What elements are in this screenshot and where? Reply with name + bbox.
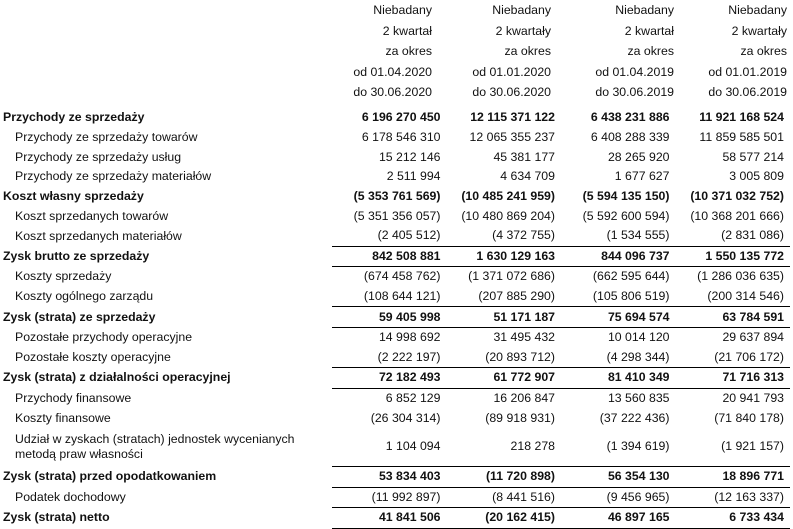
header-quarter: 2 kwartały bbox=[495, 23, 551, 38]
row-label: Przychody ze sprzedaży usług bbox=[15, 149, 182, 164]
table-row bbox=[0, 128, 790, 148]
row-label: Przychody finansowe bbox=[15, 390, 132, 405]
row-label: Przychody ze sprzedaży bbox=[3, 109, 145, 124]
cell-value: (10 485 241 959) bbox=[461, 189, 555, 204]
table-row bbox=[0, 508, 790, 529]
header-period-to: do 30.06.2019 bbox=[708, 85, 787, 99]
header-period-to: do 30.06.2020 bbox=[353, 85, 432, 99]
header-period-to: do 30.06.2019 bbox=[595, 85, 674, 99]
cell-value: (20 162 415) bbox=[447, 508, 562, 529]
cell-value: 63 784 591 bbox=[676, 307, 791, 328]
cell-value: (11 720 898) bbox=[447, 466, 562, 487]
cell-value: (1 534 555) bbox=[561, 226, 676, 246]
cell-value: (10 480 869 204) bbox=[461, 208, 555, 223]
table-row bbox=[0, 388, 790, 408]
cell-value: (12 163 337) bbox=[676, 487, 791, 508]
header-period-from: od 01.01.2019 bbox=[708, 64, 787, 79]
header-quarter: 2 kwartał bbox=[624, 23, 674, 38]
cell-value: 10 014 120 bbox=[607, 330, 670, 345]
table-row bbox=[0, 307, 790, 328]
cell-value: (20 893 712) bbox=[447, 348, 562, 368]
cell-value: 1 677 627 bbox=[614, 169, 670, 184]
cell-value: 844 096 737 bbox=[561, 246, 676, 267]
cell-value: 6 852 129 bbox=[385, 391, 441, 406]
cell-value: 14 998 692 bbox=[378, 330, 441, 345]
cell-value: 6 733 434 bbox=[676, 508, 791, 529]
cell-value: 4 634 709 bbox=[500, 169, 555, 184]
row-label: Zysk (strata) ze sprzedaży bbox=[3, 309, 156, 324]
table-row bbox=[0, 408, 790, 428]
row-label: Podatek dochodowy bbox=[15, 489, 126, 504]
row-label: Udział w zyskach (stratach) jednostek wycenianych metodą praw własności bbox=[15, 432, 295, 462]
row-label: Pozostałe przychody operacyjne bbox=[15, 329, 193, 344]
header-audit-status: Niebadany bbox=[373, 3, 432, 17]
cell-value: (5 351 356 057) bbox=[353, 208, 441, 223]
cell-value: (1 394 619) bbox=[561, 428, 676, 467]
cell-value: (108 644 121) bbox=[332, 287, 447, 307]
cell-value: 41 841 506 bbox=[332, 508, 447, 529]
table-row bbox=[0, 246, 790, 267]
table-row bbox=[0, 428, 790, 467]
cell-value: 45 381 177 bbox=[493, 149, 555, 164]
column-header-q2-2019 bbox=[556, 0, 674, 103]
cell-value: 28 265 920 bbox=[607, 149, 670, 164]
column-header-h1-2020 bbox=[433, 0, 551, 103]
row-label: Przychody ze sprzedaży towarów bbox=[15, 130, 198, 145]
cell-value: 11 921 168 524 bbox=[699, 109, 784, 124]
row-label: Koszt własny sprzedaży bbox=[3, 189, 144, 204]
cell-value: 842 508 881 bbox=[332, 246, 447, 267]
cell-value: (207 885 290) bbox=[447, 287, 562, 307]
header-period-label: za okres bbox=[385, 44, 432, 58]
cell-value: (2 222 197) bbox=[332, 348, 447, 368]
table-row bbox=[0, 106, 790, 128]
cell-value: 1 630 129 163 bbox=[447, 246, 562, 267]
table-row bbox=[0, 487, 790, 508]
cell-value: (10 371 032 752) bbox=[690, 189, 784, 204]
cell-value: 12 065 355 237 bbox=[469, 130, 555, 145]
row-label: Zysk (strata) netto bbox=[3, 510, 110, 525]
header-period-label: za okres bbox=[627, 44, 674, 58]
row-label: Koszt sprzedanych towarów bbox=[15, 208, 169, 223]
header-period-from: od 01.04.2020 bbox=[353, 64, 432, 79]
column-header-q2-2020 bbox=[314, 0, 432, 103]
cell-value: 18 896 771 bbox=[676, 466, 791, 487]
table-row bbox=[0, 148, 790, 168]
income-statement-table bbox=[0, 106, 790, 529]
cell-value: 6 438 231 886 bbox=[590, 109, 670, 124]
cell-value: 6 178 546 310 bbox=[361, 130, 441, 145]
cell-value: (5 592 600 594) bbox=[582, 208, 670, 223]
table-row bbox=[0, 267, 790, 287]
table-row bbox=[0, 287, 790, 307]
header-audit-status: Niebadany bbox=[728, 3, 787, 17]
table-row bbox=[0, 206, 790, 226]
table-row bbox=[0, 327, 790, 347]
cell-value: 59 405 998 bbox=[332, 307, 447, 328]
cell-value: 72 182 493 bbox=[332, 368, 447, 389]
header-period-to: do 30.06.2020 bbox=[472, 85, 551, 99]
cell-value: (5 594 135 150) bbox=[582, 189, 670, 204]
cell-value: 6 196 270 450 bbox=[361, 109, 441, 124]
cell-value: (5 353 761 569) bbox=[353, 189, 441, 204]
table-row bbox=[0, 226, 790, 246]
cell-value: 3 005 809 bbox=[729, 169, 784, 184]
cell-value: (26 304 314) bbox=[370, 410, 441, 425]
cell-value: (89 918 931) bbox=[485, 410, 555, 425]
row-label: Pozostałe koszty operacyjne bbox=[15, 350, 171, 365]
cell-value: (4 298 344) bbox=[561, 348, 676, 368]
cell-value: (674 458 762) bbox=[363, 269, 441, 284]
header-period-from: od 01.04.2019 bbox=[595, 64, 674, 79]
cell-value: (105 806 519) bbox=[561, 287, 676, 307]
cell-value: 13 560 835 bbox=[607, 391, 670, 406]
cell-value: 51 171 187 bbox=[447, 307, 562, 328]
cell-value: (1 371 072 686) bbox=[468, 269, 555, 284]
cell-value: (21 706 172) bbox=[676, 348, 791, 368]
cell-value: 1 550 135 772 bbox=[676, 246, 791, 267]
row-label: Zysk (strata) z działalności operacyjnej bbox=[3, 370, 231, 385]
row-label: Koszty sprzedaży bbox=[15, 269, 112, 284]
cell-value: (1 286 036 635) bbox=[697, 269, 784, 284]
header-audit-status: Niebadany bbox=[615, 3, 674, 17]
cell-value: 29 637 894 bbox=[722, 330, 784, 345]
row-label: Przychody ze sprzedaży materiałów bbox=[15, 169, 212, 184]
cell-value: (662 595 644) bbox=[592, 269, 670, 284]
row-label: Zysk (strata) przed opodatkowaniem bbox=[3, 469, 217, 484]
header-period-from: od 01.01.2020 bbox=[472, 64, 551, 79]
row-label: Koszty ogólnego zarządu bbox=[15, 289, 154, 304]
cell-value: (11 992 897) bbox=[332, 487, 447, 508]
row-label: Zysk brutto ze sprzedaży bbox=[3, 248, 150, 263]
table-row bbox=[0, 348, 790, 368]
table-row bbox=[0, 167, 790, 187]
cell-value: 53 834 403 bbox=[332, 466, 447, 487]
row-label: Koszt sprzedanych materiałów bbox=[15, 228, 182, 243]
column-header-h1-2019 bbox=[669, 0, 787, 103]
cell-value: 20 941 793 bbox=[722, 391, 784, 406]
header-period-label: za okres bbox=[504, 44, 551, 58]
cell-value: 58 577 214 bbox=[722, 149, 784, 164]
cell-value: 46 897 165 bbox=[561, 508, 676, 529]
header-period-label: za okres bbox=[740, 44, 787, 58]
cell-value: 2 511 994 bbox=[386, 169, 441, 184]
cell-value: 81 410 349 bbox=[561, 368, 676, 389]
header-audit-status: Niebadany bbox=[492, 3, 551, 17]
table-row bbox=[0, 187, 790, 207]
table-row bbox=[0, 368, 790, 389]
cell-value: 31 495 432 bbox=[493, 330, 555, 345]
cell-value: (71 840 178) bbox=[714, 410, 784, 425]
cell-value: (4 372 755) bbox=[447, 226, 562, 246]
header-quarter: 2 kwartał bbox=[382, 23, 432, 38]
cell-value: 1 104 094 bbox=[332, 428, 447, 467]
row-label: Koszty finansowe bbox=[15, 410, 111, 425]
cell-value: 6 408 288 339 bbox=[590, 130, 670, 145]
cell-value: 71 716 313 bbox=[676, 368, 791, 389]
table-row bbox=[0, 466, 790, 487]
cell-value: 11 859 585 501 bbox=[699, 130, 784, 145]
cell-value: (10 368 201 666) bbox=[690, 208, 784, 223]
cell-value: 218 278 bbox=[447, 428, 562, 467]
cell-value: (2 831 086) bbox=[676, 226, 791, 246]
cell-value: (37 222 436) bbox=[599, 410, 670, 425]
cell-value: 61 772 907 bbox=[447, 368, 562, 389]
header-quarter: 2 kwartały bbox=[731, 23, 787, 38]
cell-value: (1 921 157) bbox=[676, 428, 791, 467]
cell-value: (200 314 546) bbox=[676, 287, 791, 307]
cell-value: 75 694 574 bbox=[561, 307, 676, 328]
cell-value: (2 405 512) bbox=[332, 226, 447, 246]
cell-value: 16 206 847 bbox=[493, 391, 555, 406]
cell-value: 15 212 146 bbox=[378, 149, 441, 164]
cell-value: (8 441 516) bbox=[447, 487, 562, 508]
cell-value: (9 456 965) bbox=[561, 487, 676, 508]
cell-value: 56 354 130 bbox=[561, 466, 676, 487]
cell-value: 12 115 371 122 bbox=[470, 109, 555, 124]
